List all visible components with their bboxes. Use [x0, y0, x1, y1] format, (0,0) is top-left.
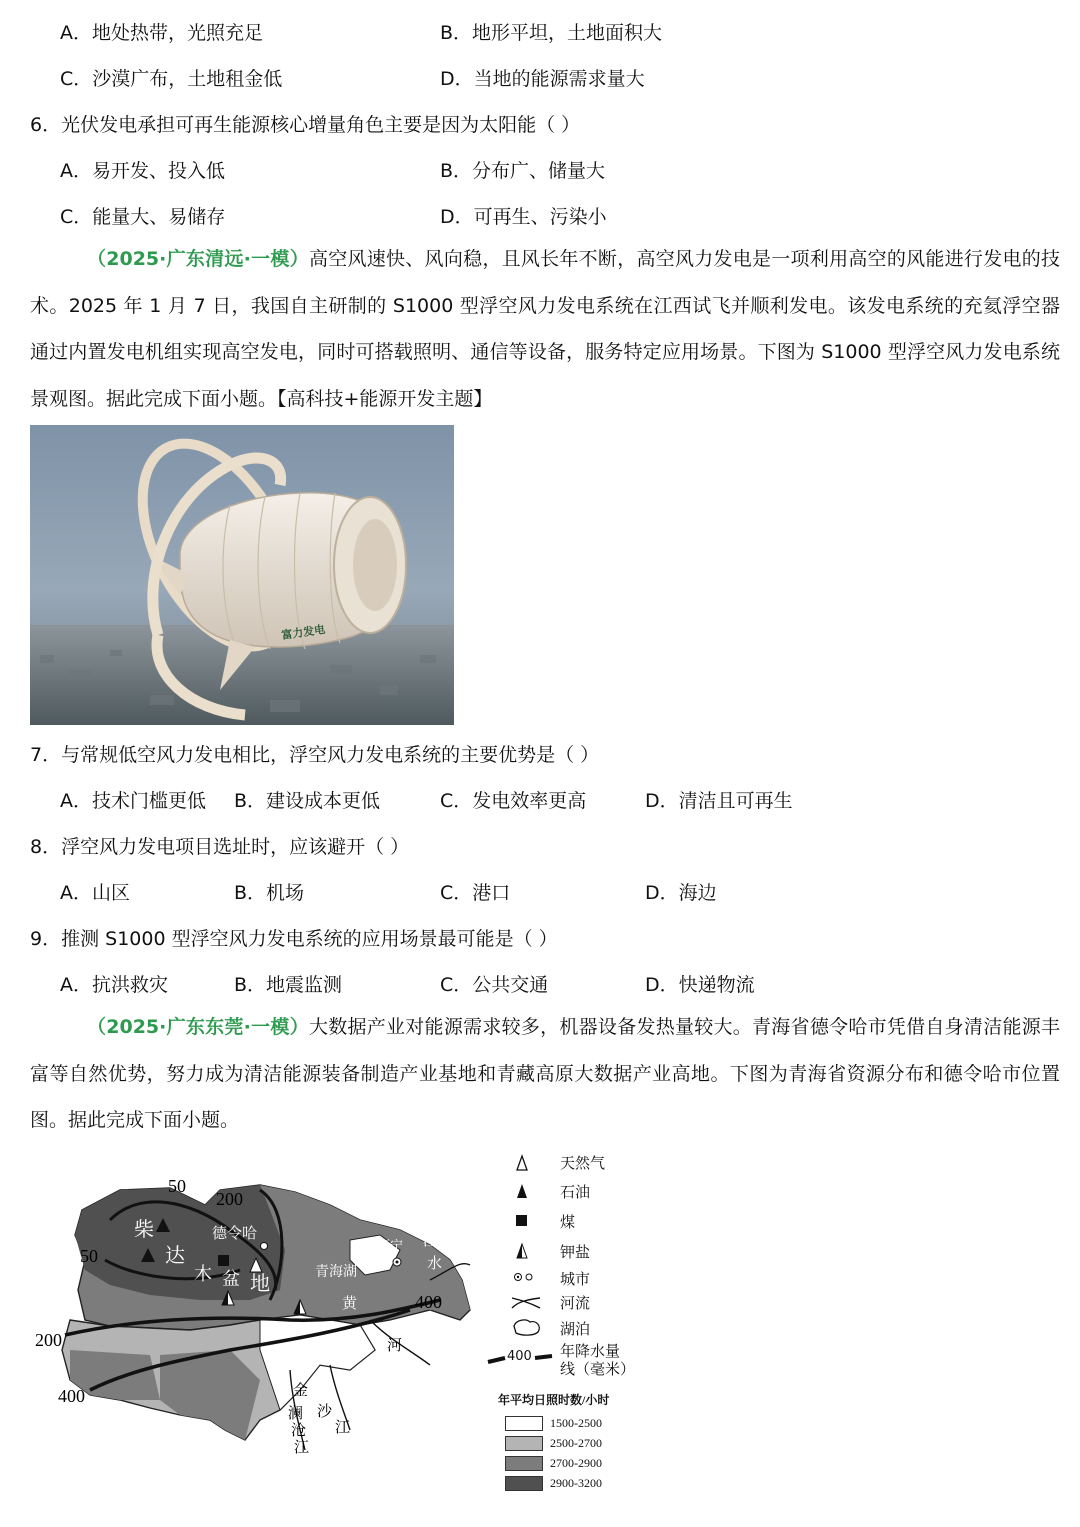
legend-river: 河流 [560, 1294, 591, 1312]
map-label-huang: 黄 [342, 1296, 358, 1312]
map-label-qinghaihu: 青海湖 [315, 1265, 357, 1280]
legend-lake: 湖泊 [560, 1320, 591, 1338]
map-label-lan: 澜 [288, 1406, 304, 1422]
passage-1 [30, 236, 1060, 423]
q6-option-c: C．能量大、易储存 [60, 206, 226, 228]
q8-option-b: B．机场 [234, 882, 305, 904]
map-label-jin: 金 [293, 1383, 309, 1399]
q8-option-d: D．海边 [645, 882, 717, 904]
q8-option-a: A．山区 [60, 882, 130, 904]
passage-2-source: （2025·广东东莞·一模） [87, 1016, 309, 1038]
legend-gas: 天然气 [560, 1154, 606, 1172]
legend-swatch-1 [505, 1416, 543, 1431]
legend-range-2: 2500-2700 [550, 1436, 602, 1450]
q6-option-a: A．易开发、投入低 [60, 160, 225, 182]
legend-swatch-4 [505, 1476, 543, 1491]
q9-option-a: A．抗洪救灾 [60, 974, 168, 996]
q5-option-a: A．地处热带，光照充足 [60, 22, 263, 44]
q7-option-a: A．技术门槛更低 [60, 790, 206, 812]
legend-isoline-number: 400 [507, 1349, 532, 1364]
legend-oil: 石油 [560, 1183, 591, 1201]
legend-precip-line1: 年降水量 [560, 1342, 621, 1360]
map-label-he: 河 [387, 1338, 403, 1354]
q6-stem: 6．光伏发电承担可再生能源核心增量角色主要是因为太阳能（ ） [30, 114, 581, 136]
q5-option-b: B．地形平坦，土地面积大 [440, 22, 663, 44]
legend-city: 城市 [560, 1270, 591, 1288]
q9-option-b: B．地震监测 [234, 974, 343, 996]
map-label-200a: 200 [216, 1189, 243, 1209]
map-label-chai: 柴 [134, 1219, 154, 1241]
legend-precip-line2: 线（毫米） [560, 1360, 636, 1378]
legend-swatch-2 [505, 1436, 543, 1451]
airborne-turbine-photo [30, 425, 454, 725]
q7-option-b: B．建设成本更低 [234, 790, 381, 812]
q5-option-c: C．沙漠广布，土地租金低 [60, 68, 283, 90]
legend-sunshine-title: 年平均日照时数/小时 [498, 1393, 610, 1407]
q7-option-c: C．发电效率更高 [440, 790, 587, 812]
passage-2 [30, 1004, 1060, 1144]
q7-stem: 7．与常规低空风力发电相比，浮空风力发电系统的主要优势是（ ） [30, 744, 600, 766]
q9-option-d: D．快递物流 [645, 974, 755, 996]
map-label-400b: 400 [415, 1292, 442, 1312]
map-label-50a: 50 [168, 1176, 186, 1196]
legend-swatch-3 [505, 1456, 543, 1471]
q8-option-c: C．港口 [440, 882, 511, 904]
q6-option-d: D．可再生、污染小 [440, 206, 607, 228]
map-label-cang: 沧 [291, 1423, 307, 1439]
map-label-da: 达 [165, 1245, 185, 1267]
map-label-di: 地 [250, 1273, 270, 1295]
q9-option-c: C．公共交通 [440, 974, 549, 996]
legend-coal: 煤 [560, 1213, 576, 1231]
passage-1-source: （2025·广东清远·一模） [87, 248, 309, 270]
q6-option-b: B．分布广、储量大 [440, 160, 606, 182]
map-label-delingha: 德令哈 [212, 1226, 258, 1242]
q7-option-d: D．清洁且可再生 [645, 790, 793, 812]
map-label-50b: 50 [80, 1246, 98, 1266]
legend-range-1: 1500-2500 [550, 1416, 602, 1430]
q9-stem: 9．推测 S1000 型浮空风力发电系统的应用场景最可能是（ ） [30, 928, 558, 950]
q5-option-d: D．当地的能源需求量大 [440, 68, 645, 90]
balloon-logo: 富力发电 [280, 622, 326, 642]
passage-1-text: 高空风速快、风向稳，且风长年不断，高空风力发电是一项利用高空的风能进行发电的技术。2025 年 1 月 7 日，我国自主研制的 S1000 型浮空风力发电系统在江西试飞并顺利发电。该发电系统的充氦浮空器通过内置发电机组实现高空发电，同时可搭载照明、通信等设备，服务特定应用场景。下图为 S1000 型浮空风力发电系统景观图。据此完成下面小题。【高科技+能源开发主题】 [30, 248, 1060, 411]
map-label-shui: 水 [427, 1256, 443, 1272]
map-label-jiang2: 江 [294, 1440, 310, 1456]
map-label-pen: 盆 [222, 1269, 240, 1289]
map-label-sha: 沙 [317, 1404, 333, 1420]
map-label-400a: 400 [58, 1386, 85, 1406]
legend-potash: 钾盐 [560, 1243, 591, 1261]
map-label-jiang1: 江 [335, 1420, 351, 1436]
q8-stem: 8．浮空风力发电项目选址时，应该避开（ ） [30, 836, 410, 858]
map-label-200b: 200 [35, 1330, 62, 1350]
map-label-xining: 西宁 [377, 1238, 404, 1253]
legend-range-4: 2900-3200 [550, 1476, 602, 1490]
map-label-mu: 木 [194, 1264, 212, 1284]
passage-2-text: 大数据产业对能源需求较多，机器设备发热量较大。青海省德令哈市凭借自身清洁能源丰富等自然优势，努力成为清洁能源装备制造产业基地和青藏高原大数据产业高地。下图为青海省资源分布和德令哈市位置图。据此完成下面小题。 [30, 1016, 1060, 1132]
map-label-huang2: 湟 [423, 1233, 439, 1249]
legend-range-3: 2700-2900 [550, 1456, 602, 1470]
